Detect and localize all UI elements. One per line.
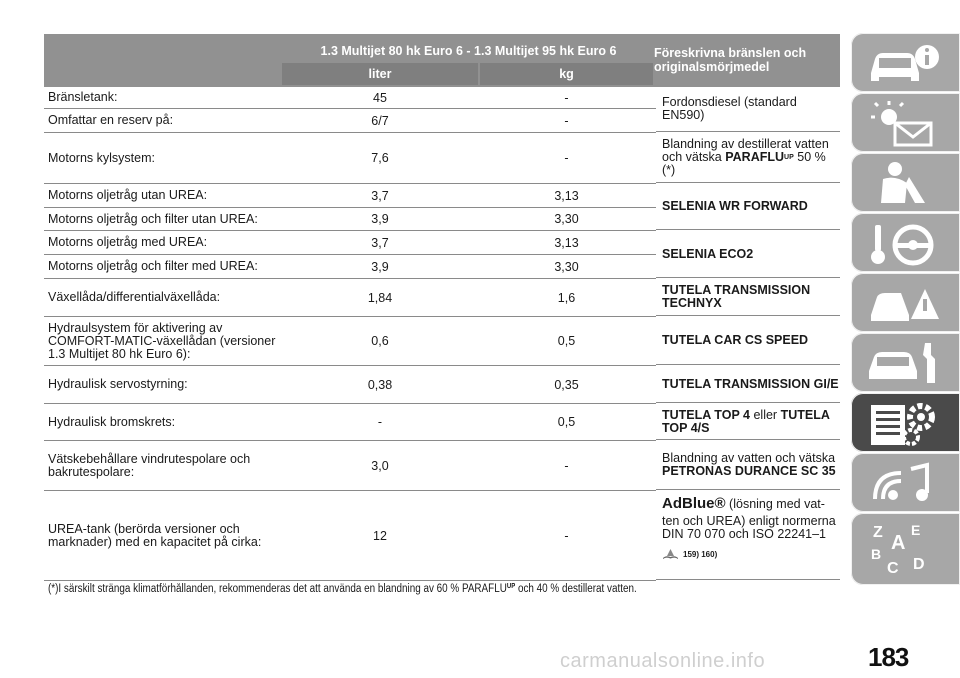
row-label: Hydraulsystem för aktivering av COMFORT-MATIC-växellådan (versioner 1.3 Multijet 80 hk Euro 6): — [48, 320, 276, 361]
spec-oil-eco2 — [656, 231, 840, 278]
footnote-text: (*)I särskilt stränga klimatförhållanden, rekommenderas det att använda en blandning av 60 % PARAFLU — [48, 583, 507, 595]
spec-text: SELENIA WR FORWARD — [662, 199, 808, 213]
spec-text: Blandning av destillerat vatten och vätska $PARAFLU^{UP}$ 50 % (*) — [662, 137, 829, 177]
spec-washer — [656, 441, 840, 490]
table-row — [44, 317, 656, 366]
row-label: Motorns kylsystem: — [48, 150, 155, 165]
kg-value: - — [564, 528, 569, 543]
table-header — [44, 34, 840, 87]
liter-value: - — [377, 415, 383, 429]
kg-value: 3,30 — [554, 259, 579, 274]
warning-reference — [662, 547, 840, 561]
row-label: Hydraulisk servostyrning: — [48, 377, 188, 391]
watermark: carmanualsonline.info — [560, 650, 766, 672]
spec-brake — [656, 404, 840, 440]
kg-value: 3,30 — [554, 212, 579, 226]
kg-value: 0,5 — [557, 334, 576, 348]
seat-airbag-icon — [865, 159, 945, 207]
liter-value: 3,7 — [371, 188, 389, 203]
svg-text:E: E — [911, 522, 921, 538]
svg-text:B: B — [871, 546, 882, 562]
index-icon — [865, 519, 945, 579]
table-row — [44, 366, 656, 404]
table-row — [44, 231, 656, 255]
table-row — [44, 491, 656, 581]
spec-text: AdBlue® (lösning med vat- — [662, 495, 825, 512]
steering-key-icon — [865, 219, 945, 267]
tab-emergency[interactable] — [851, 273, 960, 332]
liter-value: 3,0 — [371, 458, 389, 473]
kg-value: 1,6 — [557, 290, 576, 305]
liter-value: 0,38 — [367, 377, 393, 392]
maintenance-icon — [865, 339, 945, 387]
kg-column-header: kg — [480, 63, 653, 85]
table-row — [44, 184, 656, 208]
tab-safety[interactable] — [851, 153, 960, 212]
tab-maintenance[interactable] — [851, 333, 960, 392]
spec-text: TUTELA CAR CS SPEED — [662, 333, 809, 347]
spec-text: TUTELA TOP 4 eller TUTELA TOP 4/S — [662, 407, 830, 435]
spec-text: ten och UREA) enligt normerna DIN 70 070 och ISO 22241–1 — [662, 514, 836, 541]
liter-value: 3,9 — [371, 259, 389, 274]
svg-text:D: D — [913, 556, 925, 573]
spec-text: SELENIA ECO2 — [662, 246, 754, 261]
kg-value: - — [564, 151, 569, 165]
table-row — [44, 255, 656, 279]
liter-value: 0,6 — [371, 334, 389, 348]
footnote-text: och 40 % destillerat vatten. — [517, 583, 637, 595]
kg-value: 3,13 — [554, 235, 579, 250]
spec-steering — [656, 366, 840, 403]
tab-technical-data[interactable] — [851, 393, 960, 452]
row-label: Bränsletank: — [48, 90, 118, 104]
svg-text:A: A — [891, 532, 906, 554]
row-label: UREA-tank (berörda versioner och marknader) med en kapacitet på cirka: — [48, 521, 262, 549]
row-label: Motorns oljetråg och filter utan UREA: — [48, 211, 258, 226]
kg-value: 0,5 — [557, 415, 576, 429]
spec-cs-speed — [656, 317, 840, 365]
engine-versions-header: 1.3 Multijet 80 hk Euro 6 - 1.3 Multijet 95 hk Euro 6 — [320, 44, 617, 58]
row-label: Växellåda/differentialväxellåda: — [48, 290, 221, 304]
reference-numbers: 159) 160) — [683, 550, 718, 559]
liter-column-header: liter — [282, 63, 478, 85]
row-label: Motorns oljetråg med UREA: — [48, 235, 208, 249]
kg-value: - — [564, 113, 569, 128]
table-row — [44, 404, 656, 441]
tab-multimedia[interactable] — [851, 453, 960, 512]
warning-lights-icon — [865, 99, 945, 147]
tab-index[interactable] — [851, 513, 960, 585]
emergency-icon — [865, 279, 945, 327]
table-row — [44, 208, 656, 231]
spec-text: TUTELA TRANSMISSION GI/E — [662, 376, 839, 391]
spec-diesel — [656, 87, 840, 132]
row-label: Vätskebehållare vindrutespolare och bakrutespolare: — [48, 451, 251, 479]
liter-value: 1,84 — [367, 290, 393, 305]
row-label: Omfattar en reserv på: — [48, 113, 174, 127]
row-label: Motorns oljetråg och filter med UREA: — [48, 259, 258, 273]
fluids-column-header: Föreskrivna bränslen och originalsmörjmedel — [654, 46, 807, 74]
tab-car-info[interactable] — [851, 33, 960, 92]
table-row — [44, 109, 656, 133]
kg-value: - — [564, 458, 569, 473]
technical-data-icon — [865, 399, 945, 447]
multimedia-icon — [865, 459, 945, 507]
car-info-icon — [865, 39, 945, 87]
svg-text:Z: Z — [873, 524, 883, 541]
table-row — [44, 441, 656, 491]
kg-value: 3,13 — [554, 188, 579, 203]
liter-value: 3,9 — [371, 212, 389, 226]
table-row — [44, 87, 656, 109]
spec-text: Blandning av vatten och vätska PETRONAS DURANCE SC 35 — [662, 451, 836, 478]
page-number: 183 — [868, 642, 909, 672]
liter-value: 12 — [373, 528, 387, 543]
table-row — [44, 279, 656, 317]
kg-value: - — [564, 90, 569, 105]
row-label: Motorns oljetråg utan UREA: — [48, 188, 208, 202]
liter-value: 3,7 — [371, 235, 389, 250]
spec-text: Fordonsdiesel (standard EN590) — [662, 95, 797, 122]
tab-warning-lights[interactable] — [851, 93, 960, 152]
liter-value: 45 — [373, 90, 387, 105]
tab-starting-driving[interactable] — [851, 213, 960, 272]
kg-value: 0,35 — [554, 377, 579, 392]
row-label: Hydraulisk bromskrets: — [48, 414, 176, 429]
book-warning-icon — [662, 548, 679, 560]
liter-value: 6/7 — [371, 113, 389, 128]
footnote: (*)I särskilt stränga klimatförhållanden, rekommenderas det att använda en blandning av 60 % $PARAFLU^{UP}$ och 40 % destillerat vatten. — [48, 583, 637, 595]
spec-gearbox — [656, 279, 840, 316]
spec-adblue — [656, 491, 840, 580]
spec-oil-forward — [656, 184, 840, 230]
svg-text:C: C — [887, 560, 899, 577]
spec-text: TUTELA TRANSMISSION TECHNYX — [662, 283, 811, 310]
table-row — [44, 133, 656, 184]
liter-value: 7,6 — [371, 151, 389, 165]
spec-coolant — [656, 133, 840, 183]
